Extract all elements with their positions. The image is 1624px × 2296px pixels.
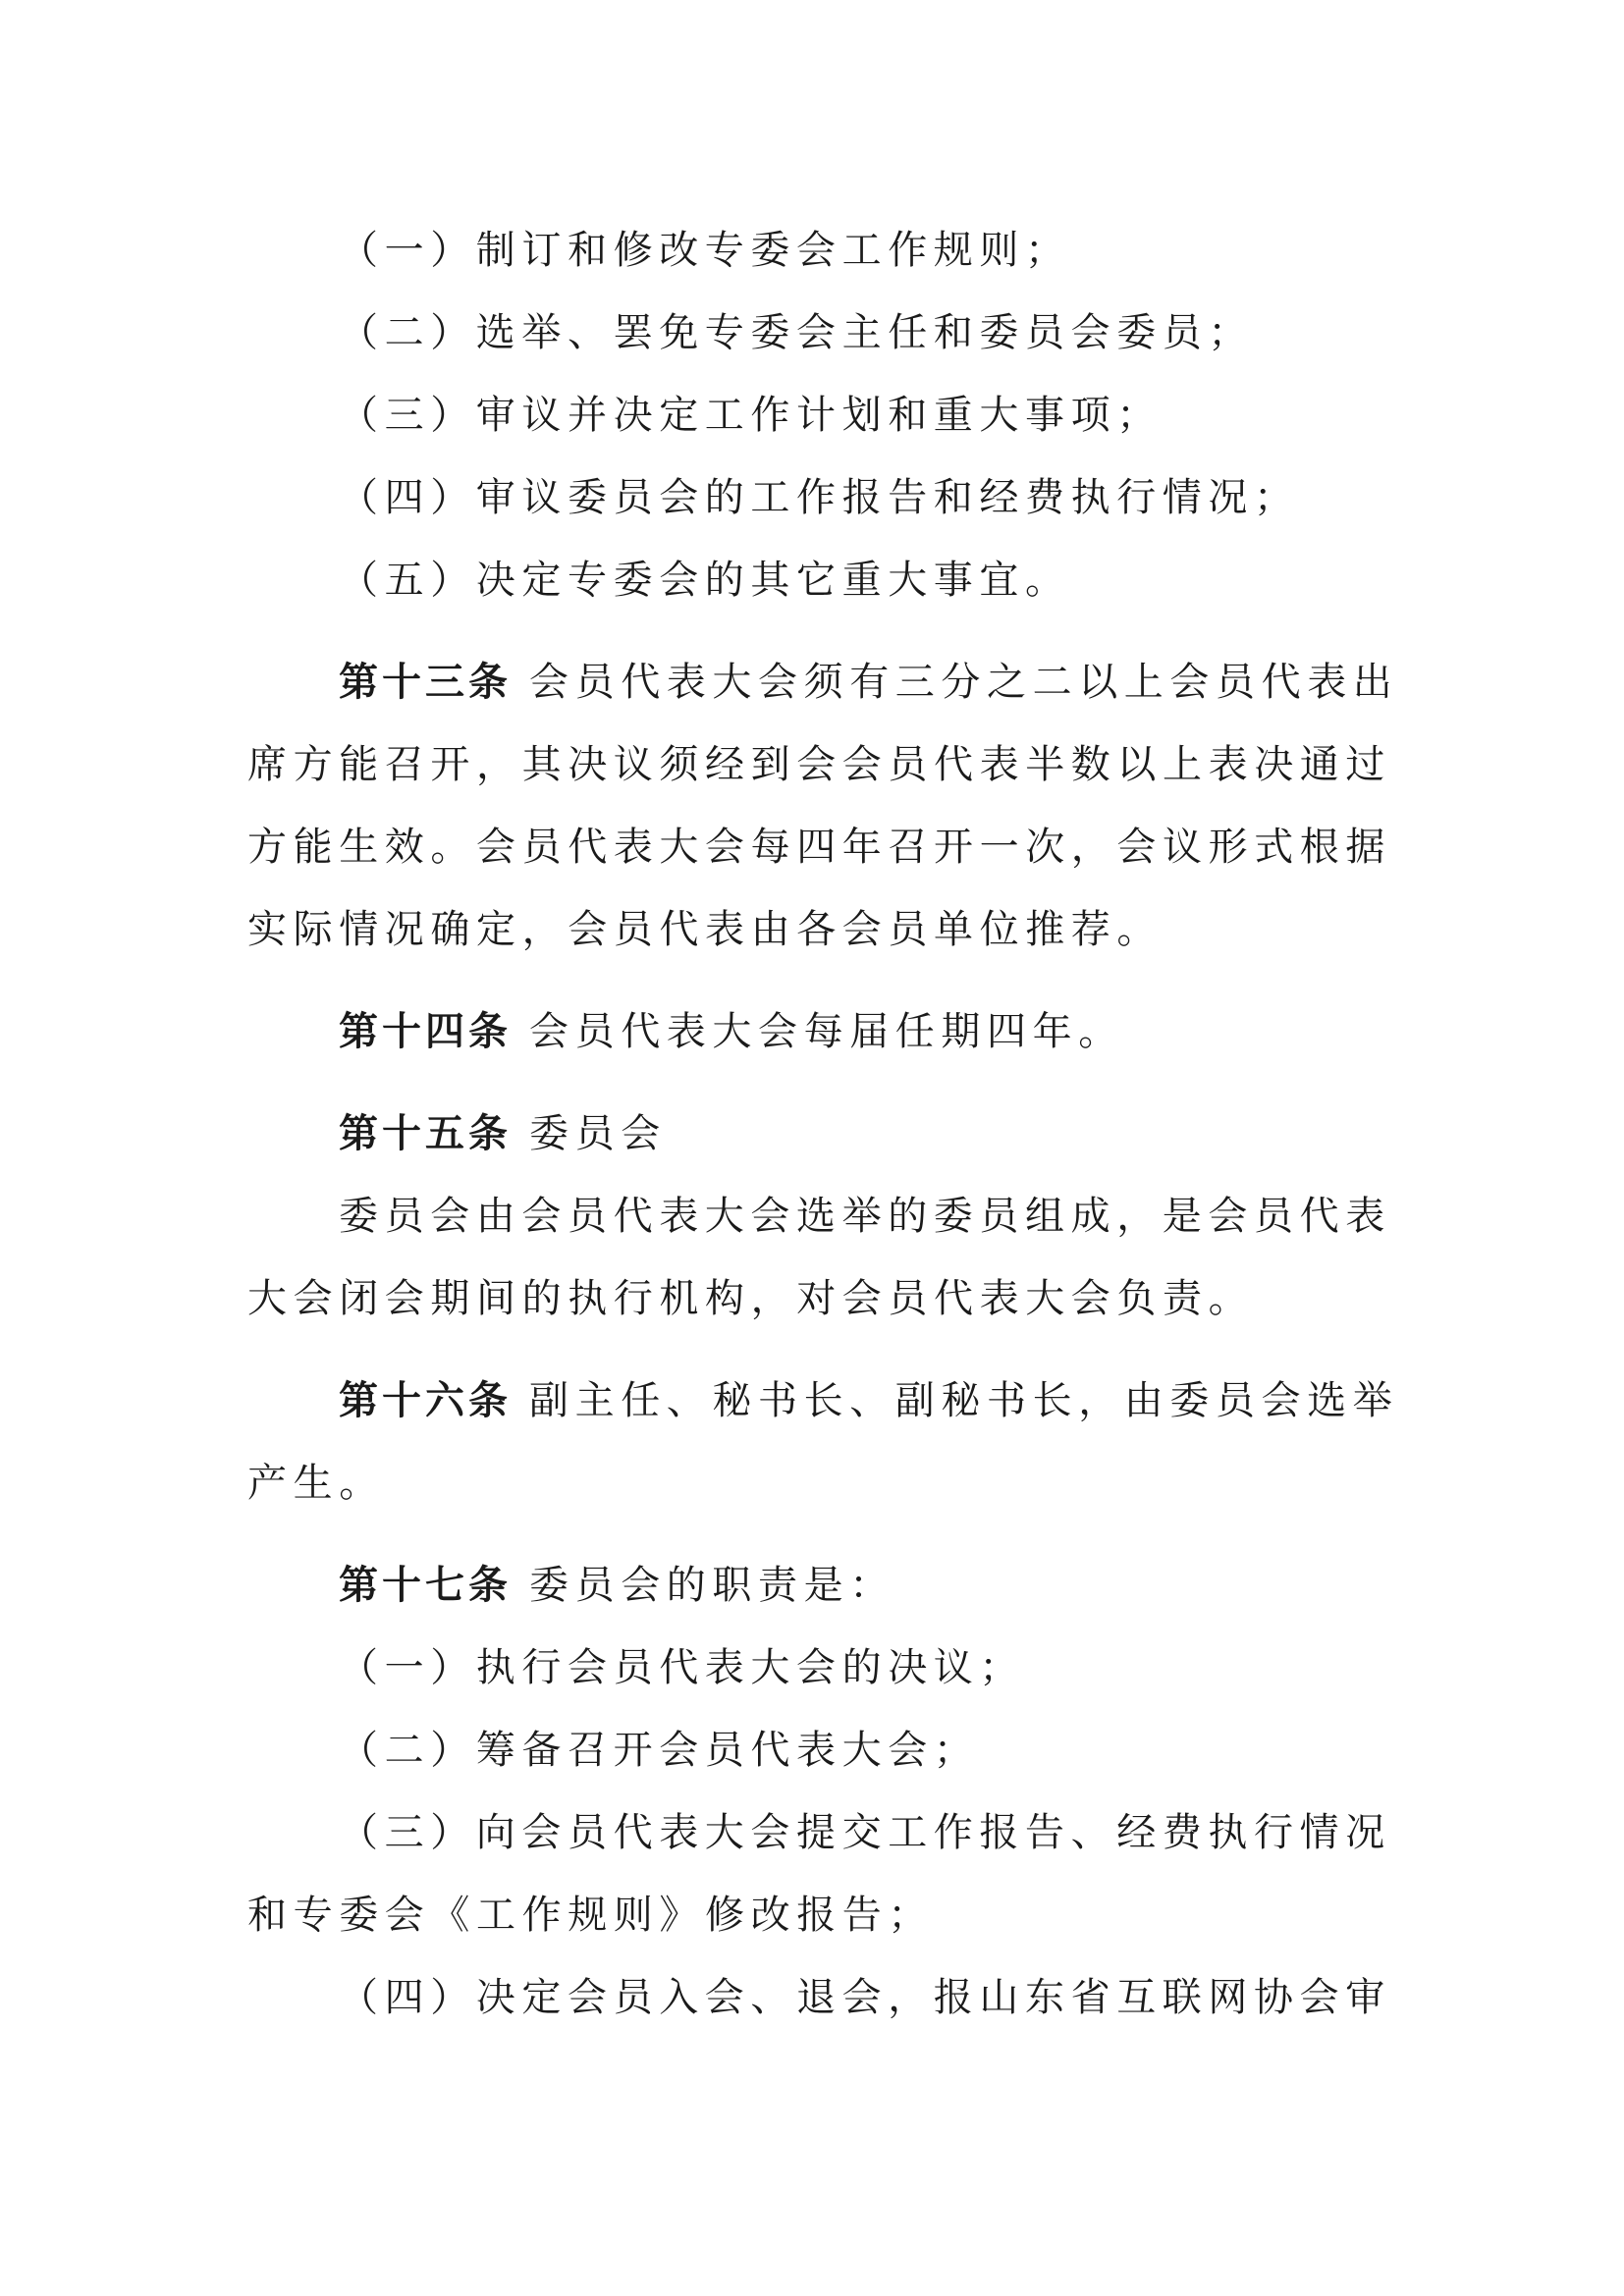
list-item: （二）选举、罢免专委会主任和委员会委员； [339, 310, 1254, 355]
paragraph-line: 席方能召开，其决议须经到会会员代表半数以上表决通过 [247, 742, 1391, 787]
article-heading: 第十六条 [339, 1378, 512, 1423]
article-heading: 第十七条 [339, 1563, 512, 1608]
paragraph-line: 大会闭会期间的执行机构，对会员代表大会负责。 [247, 1276, 1255, 1321]
list-item: （四）审议委员会的工作报告和经费执行情况； [339, 475, 1300, 520]
paragraph-line: 实际情况确定，会员代表由各会员单位推荐。 [247, 907, 1163, 952]
list-item: （一）执行会员代表大会的决议； [339, 1645, 1025, 1690]
paragraph-line: 方能生效。会员代表大会每四年召开一次，会议形式根据 [247, 825, 1391, 870]
article-14-line [339, 1004, 1386, 1059]
paragraph-line: 和专委会《工作规则》修改报告； [247, 1893, 934, 1938]
article-15-line [339, 1106, 1386, 1161]
article-16-line [339, 1373, 1399, 1428]
article-heading: 第十三条 [339, 660, 512, 705]
paragraph-line: 委员会由会员代表大会选举的委员组成，是会员代表 [339, 1194, 1391, 1239]
list-item: （一）制订和修改专委会工作规则； [339, 228, 1071, 273]
paragraph-line: 产生。 [247, 1461, 385, 1506]
list-item: （五）决定专委会的其它重大事宜。 [339, 558, 1071, 603]
list-item: （三）审议并决定工作计划和重大事项； [339, 393, 1163, 438]
list-item: （二）筹备召开会员代表大会； [339, 1728, 980, 1773]
list-item: （三）向会员代表大会提交工作报告、经费执行情况 [339, 1810, 1391, 1855]
article-heading: 第十四条 [339, 1009, 512, 1054]
article-text: 会员代表大会须有三分之二以上会员代表出 [529, 660, 1399, 705]
article-13-first-line [339, 655, 1399, 710]
article-17-line [339, 1558, 1386, 1613]
article-text: 副主任、秘书长、副秘书长，由委员会选举 [529, 1378, 1399, 1423]
article-heading: 第十五条 [339, 1111, 512, 1156]
article-text: 委员会的职责是： [529, 1563, 895, 1608]
article-text: 委员会 [529, 1111, 667, 1156]
list-item: （四）决定会员入会、退会，报山东省互联网协会审 [339, 1975, 1391, 2020]
article-text: 会员代表大会每届任期四年。 [529, 1009, 1124, 1054]
